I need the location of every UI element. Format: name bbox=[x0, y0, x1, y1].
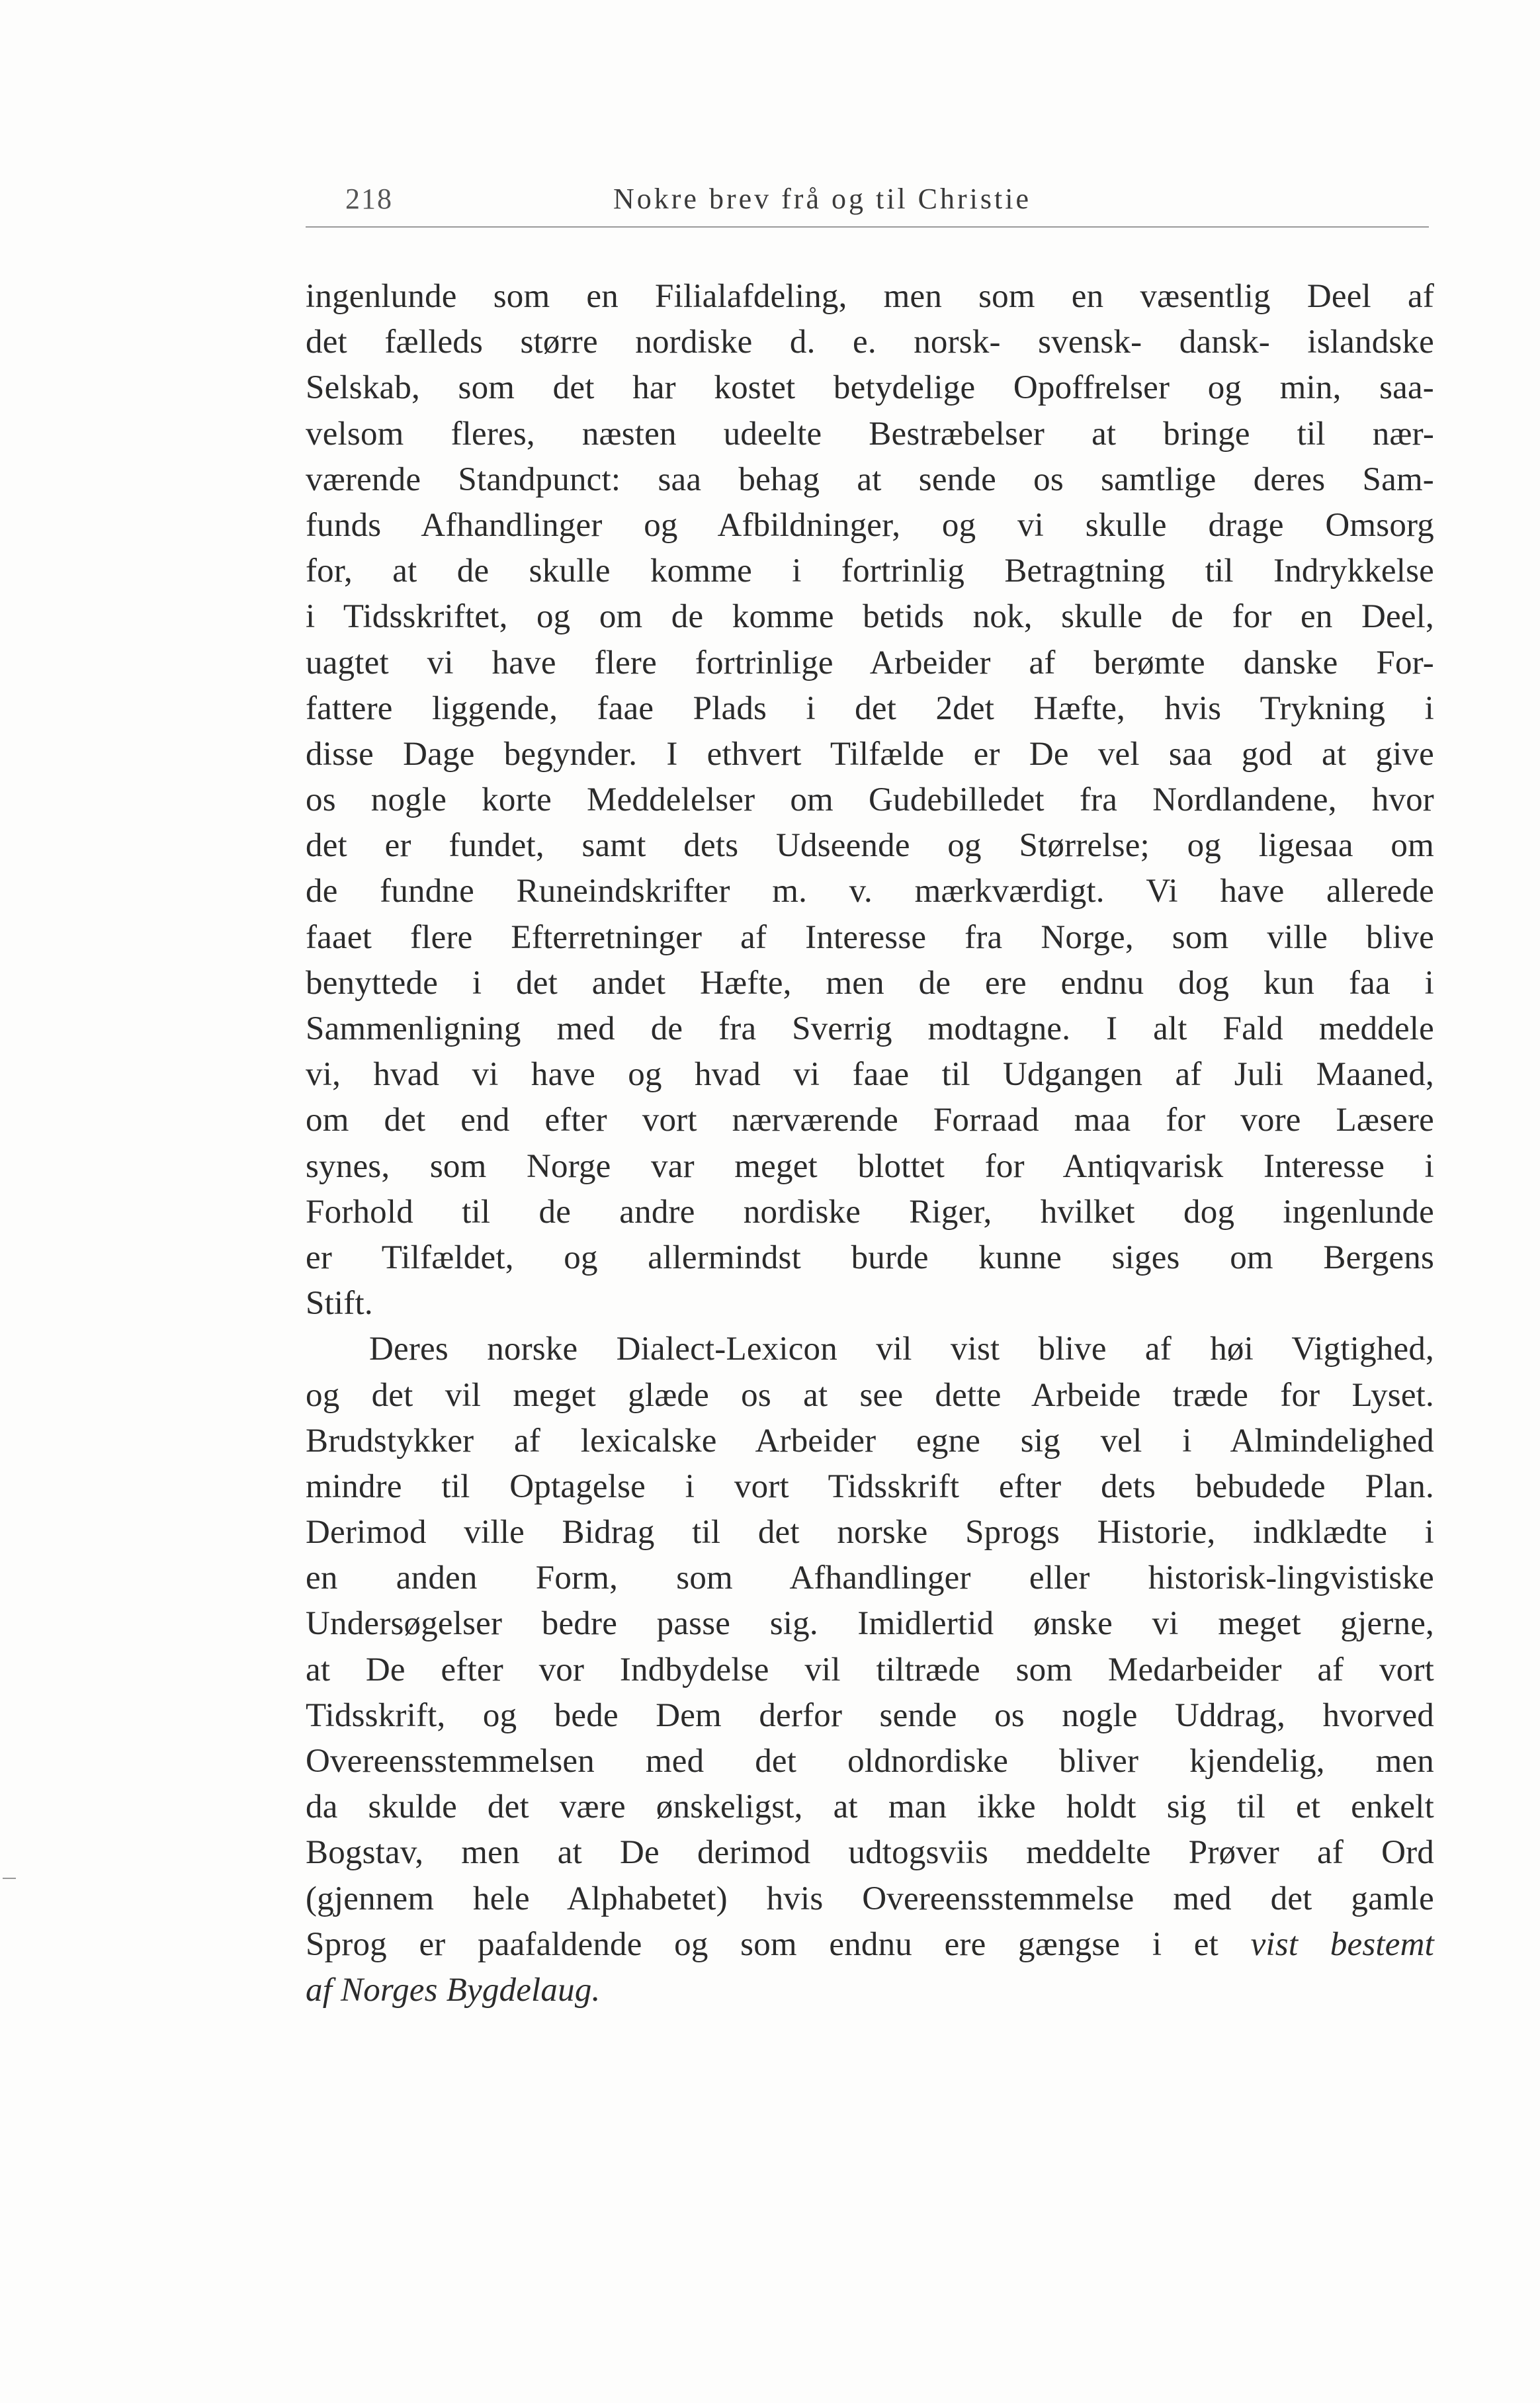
body-text bbox=[306, 274, 1434, 2013]
text-line: Forhold til de andre nordiske Riger, hvilket dog ingenlunde bbox=[306, 1193, 1434, 1231]
header-rule bbox=[306, 226, 1429, 228]
text-line: ingenlunde som en Filialafdeling, men som en væsentlig Deel af bbox=[306, 278, 1434, 315]
text-line: det er fundet, samt dets Udseende og Størrelse; og ligesaa om bbox=[306, 827, 1434, 865]
text-line: os nogle korte Meddelelser om Gudebilledet fra Nordlandene, hvor bbox=[306, 781, 1434, 819]
running-title: Nokre brev frå og til Christie bbox=[613, 183, 1031, 215]
paragraph-start-line: Deres norske Dialect-Lexicon vil vist blive af høi Vigtighed, bbox=[369, 1331, 1434, 1368]
text-line: Selskab, som det har kostet betydelige Opoffrelser og min, saa- bbox=[306, 369, 1434, 407]
text-line: er Tilfældet, og allermindst burde kunne siges om Bergens bbox=[306, 1239, 1434, 1276]
text-line: vi, hvad vi have og hvad vi faae til Udgangen af Juli Maaned, bbox=[306, 1056, 1434, 1094]
scan-edge-mark bbox=[3, 1878, 16, 1879]
text-line: Undersøgelser bedre passe sig. Imidlertid ønske vi meget gjerne, bbox=[306, 1605, 1434, 1643]
text-line: de fundne Runeindskrifter m. v. mærkværdigt. Vi have allerede bbox=[306, 873, 1434, 910]
text-line: og det vil meget glæde os at see dette Arbeide træde for Lyset. bbox=[306, 1376, 1434, 1414]
text-line: for, at de skulle komme i fortrinlig Betragtning til Indrykkelse bbox=[306, 552, 1434, 590]
final-line: af Norges Bygdelaug. bbox=[306, 1971, 601, 2009]
text-line: Tidsskrift, og bede Dem derfor sende os nogle Uddrag, hvorved bbox=[306, 1696, 1434, 1734]
text-line: (gjennem hele Alphabetet) hvis Overeensstemmelse med det gamle bbox=[306, 1880, 1434, 1917]
page-number: 218 bbox=[345, 183, 393, 215]
text-line: mindre til Optagelse i vort Tidsskrift efter dets bebudede Plan. bbox=[306, 1467, 1434, 1505]
text-line: fattere liggende, faae Plads i det 2det Hæfte, hvis Trykning i bbox=[306, 689, 1434, 727]
text-segment: Sprog er paafaldende og som endnu ere gængse i et bbox=[306, 1925, 1219, 1963]
text-line: velsom fleres, næsten udeelte Bestræbelser at bringe til nær- bbox=[306, 415, 1434, 453]
text-line: Brudstykker af lexicalske Arbeider egne sig vel i Almindelighed bbox=[306, 1422, 1434, 1460]
text-line: Derimod ville Bidrag til det norske Sprogs Historie, indklædte i bbox=[306, 1514, 1434, 1551]
text-line: synes, som Norge var meget blottet for Antiqvarisk Interesse i bbox=[306, 1147, 1434, 1185]
text-line: Sammenligning med de fra Sverrig modtagne. I alt Fald meddele bbox=[306, 1010, 1434, 1047]
text-line: om det end efter vort nærværende Forraad maa for vore Læsere bbox=[306, 1102, 1434, 1139]
paragraph-end-line: Stift. bbox=[306, 1285, 373, 1323]
text-line: Bogstav, men at De derimod udtogsviis meddelte Prøver af Ord bbox=[306, 1834, 1434, 1872]
text-line: det fælleds større nordiske d. e. norsk- svensk- dansk- islandske bbox=[306, 324, 1434, 361]
text-line: i Tidsskriftet, og om de komme betids nok, skulle de for en Deel, bbox=[306, 598, 1434, 636]
emphasized-text: vist bestemt bbox=[1250, 1925, 1434, 1963]
text-line: en anden Form, som Afhandlinger eller historisk-lingvistiske bbox=[306, 1559, 1434, 1597]
text-line: disse Dage begynder. I ethvert Tilfælde er De vel saa god at give bbox=[306, 735, 1434, 773]
text-line: da skulde det være ønskeligst, at man ikke holdt sig til et enkelt bbox=[306, 1788, 1434, 1826]
text-line: faaet flere Efterretninger af Interesse fra Norge, som ville blive bbox=[306, 918, 1434, 956]
text-line: Overeensstemmelsen med det oldnordiske bliver kjendelig, men bbox=[306, 1743, 1434, 1780]
text-line: at De efter vor Indbydelse vil tiltræde som Medarbeider af vort bbox=[306, 1651, 1434, 1688]
page-header bbox=[306, 182, 1430, 228]
text-line bbox=[306, 1922, 1434, 1968]
text-line: funds Afhandlinger og Afbildninger, og vi skulle drage Omsorg bbox=[306, 506, 1434, 544]
text-line: værende Standpunct: saa behag at sende os samtlige deres Sam- bbox=[306, 460, 1434, 498]
text-line: uagtet vi have flere fortrinlige Arbeider af berømte danske For- bbox=[306, 644, 1434, 681]
text-line: benyttede i det andet Hæfte, men de ere endnu dog kun faa i bbox=[306, 964, 1434, 1002]
